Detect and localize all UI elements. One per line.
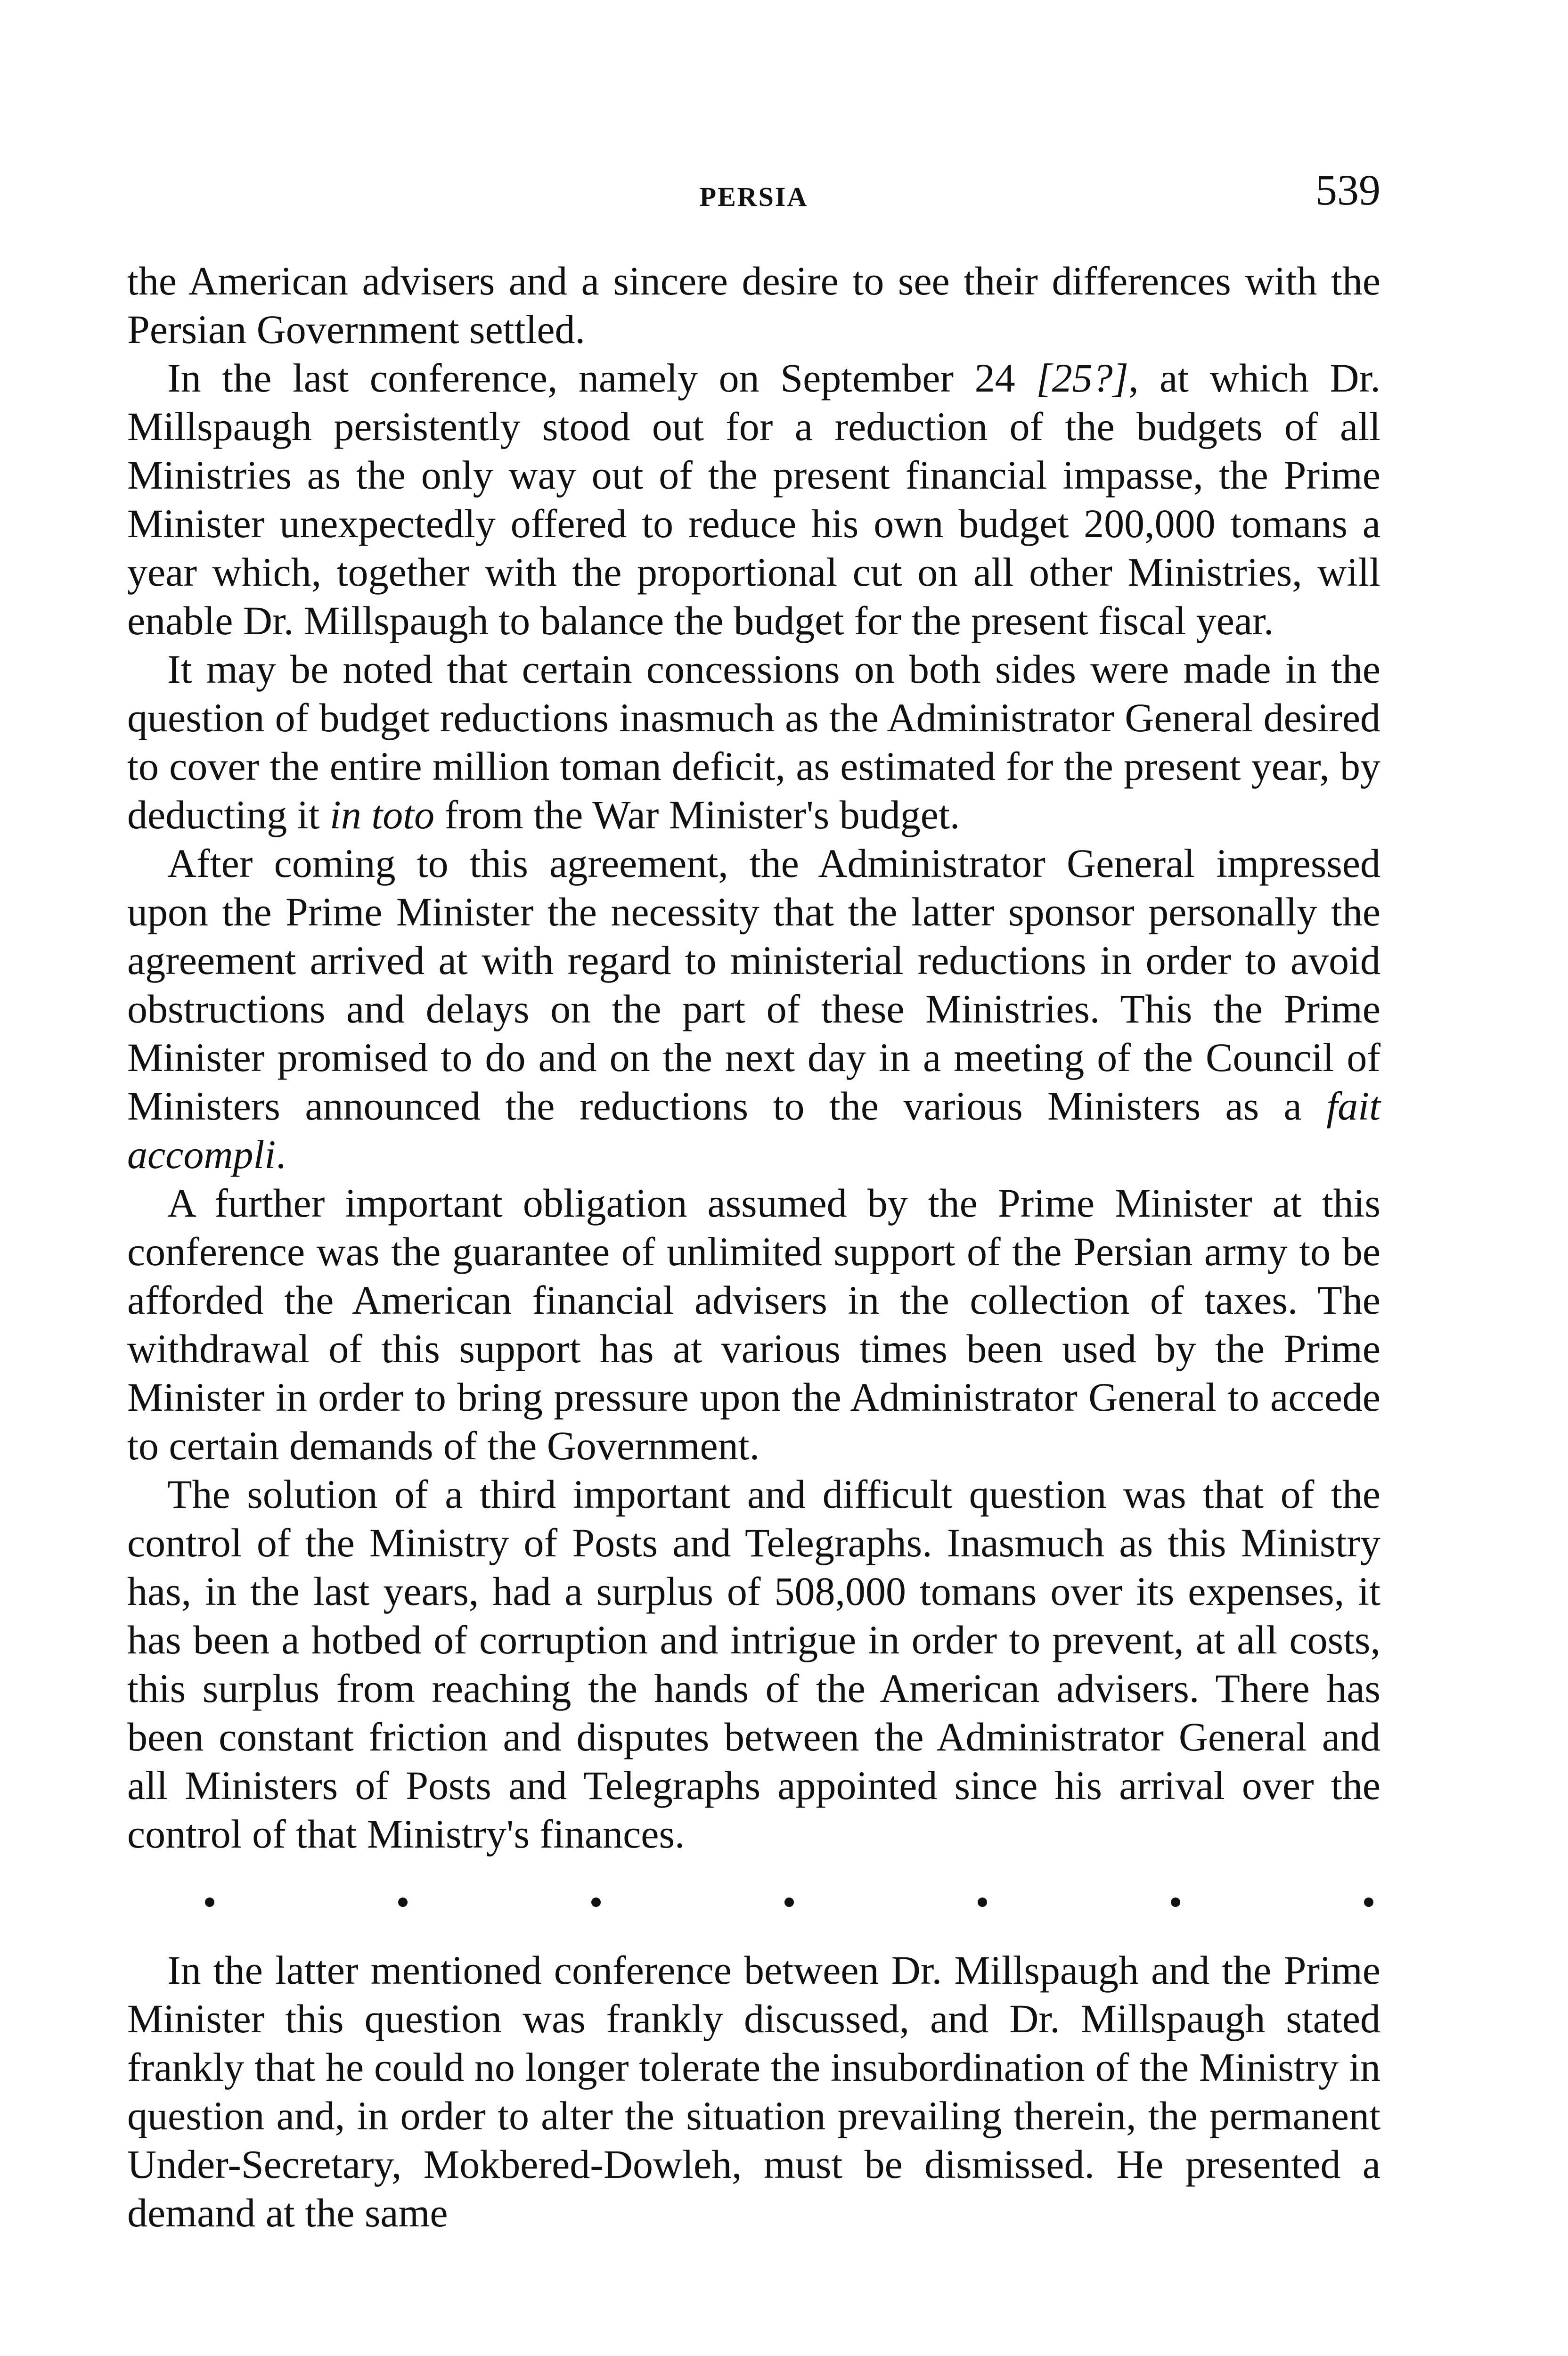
text-run: The solution of a third important and difficult question was that of the control of the Ministry of Posts and Telegraphs. Inasmuch as this Ministry has, in the last years, had a surplus of 508,000 tomans over its expenses, it has been a hotbed of corruption and intrigue in order to prevent, at all costs, this surplus from reaching the hands of the American advisers. There has been constant friction and disputes between the Administrator General and all Ministers of Posts and Telegraphs appointed since his arrival over the control of that Ministry's finances. — [127, 1472, 1380, 1857]
body-text — [127, 257, 1380, 2237]
text-run: After coming to this agreement, the Administrator General impressed upon the Prime Minister the necessity that the latter sponsor personally the agreement arrived at with regard to ministerial reductions in order to avoid obstructions and delays on the part of these Ministries. This the Prime Minister promised to do and on the next day in a meeting of the Council of Ministers announced the reductions to the various Ministers as a — [127, 841, 1380, 1129]
ellipsis-dot — [1364, 1898, 1373, 1907]
running-head — [127, 165, 1380, 221]
text-run: the American advisers and a sincere desire to see their differences with the Persian Government settled. — [127, 258, 1380, 352]
text-run: In the last conference, namely on September 24 — [167, 355, 1037, 401]
running-title: PERSIA — [699, 181, 808, 212]
ellipsis-dot — [1171, 1898, 1180, 1907]
paragraph — [127, 1946, 1380, 2237]
text-run: . — [276, 1132, 286, 1177]
paragraphs-before-ellipsis — [127, 257, 1380, 1858]
paragraph — [127, 839, 1380, 1179]
paragraph — [127, 354, 1380, 645]
paragraph — [127, 645, 1380, 839]
paragraph — [127, 1470, 1380, 1858]
ellipsis-dot — [784, 1898, 794, 1907]
text-run: , at which Dr. Millspaugh persistently stood out for a reduction of the budgets of all Ministries as the only way out of the present financial impasse, the Prime Minister unexpectedly offered to reduce his own budget 200,000 tomans a year which, together with the proportional cut on all other Ministries, will enable Dr. Millspaugh to balance the budget for the present fiscal year. — [127, 355, 1380, 643]
text-run: In the latter mentioned conference between Dr. Millspaugh and the Prime Minister this question was frankly discussed, and Dr. Millspaugh stated frankly that he could no longer tolerate the insubordination of the Ministry in question and, in order to alter the situation prevailing therein, the permanent Under-Secretary, Mokbered-Dowleh, must be dismissed. He presented a demand at the same — [127, 1947, 1380, 2235]
italic-text: fait accompli — [127, 1083, 1380, 1177]
ellipsis-dot — [978, 1898, 987, 1907]
page-number: 539 — [1315, 166, 1380, 214]
ellipsis-separator — [205, 1895, 1373, 1909]
ellipsis-dot — [205, 1898, 214, 1907]
italic-text: [25?] — [1036, 355, 1129, 401]
paragraph — [127, 1179, 1380, 1470]
ellipsis-dot — [591, 1898, 601, 1907]
paragraph — [127, 257, 1380, 354]
text-run: A further important obligation assumed by the Prime Minister at this conference was the guarantee of unlimited support of the Persian army to be afforded the American financial advisers in the collection of taxes. The withdrawal of this support has at various times been used by the Prime Minister in order to bring pressure upon the Administrator General to accede to certain demands of the Government. — [127, 1180, 1380, 1468]
text-run: It may be noted that certain concessions on both sides were made in the question of budget reductions inasmuch as the Administrator General desired to cover the entire million toman deficit, as estimated for the present year, by deducting it — [127, 646, 1380, 837]
text-run: from the War Minister's budget. — [434, 792, 960, 837]
paragraphs-after-ellipsis — [127, 1946, 1380, 2237]
ellipsis-dot — [398, 1898, 408, 1907]
italic-text: in toto — [329, 792, 435, 837]
